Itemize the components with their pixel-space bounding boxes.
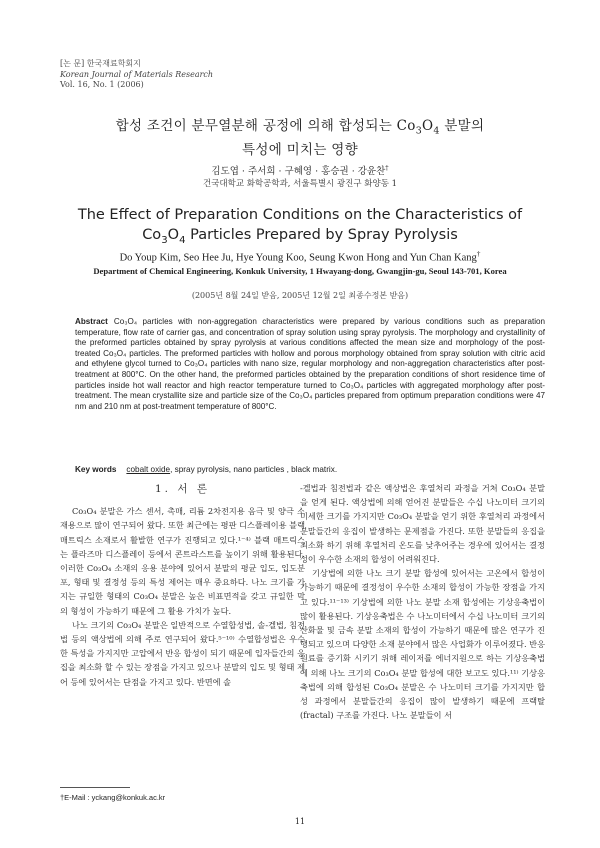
english-title: The Effect of Preparation Conditions on the Characteristics of $Co_3O_4$ Particles Prepared by Spray Pyrolysis [77, 207, 523, 246]
journal-category: [논 문] 한국재료학회지 [60, 59, 141, 68]
paragraph: Co₃O₄ 분말은 가스 센서, 촉매, 리튬 2차전지용 음극 및 양극 소재용으로 많이 연구되어 왔다. 또한 최근에는 평판 디스플레이용 블랙 매트릭스 소재로서 활발한 연구가 진행되고 있다.¹⁻⁴⁾ 블랙 매트릭스는 플라즈마 디스플레이 등에서 콘트라스트를 높이기 위해 활용된다. 이러한 Co₃O₄ 소재의 응용 분야에 있어서 분말의 평균 입도, 입도분포, 형태 및 결정성 등의 특성 제어는 매우 중요하다. 나노 크기를 가지는 규일한 형태의 Co₃O₄ 분말은 높은 비표면적을 갖고 규일한 막의 형성이 가능하기 때문에 그 활용 가치가 높다. [60, 506, 305, 616]
paragraph: -겔법과 침전법과 같은 액상법은 후열처리 과정을 거쳐 Co₃O₄ 분말을 얻게 된다. 액상법에 의해 얻어진 분말들은 수십 나노미터 크기의 미세한 크기를 가지지만 Co₃O₄ 분말을 얻기 위한 후열처리 과정에서 분말들간의 응집이 발생하는 문제점을 가진다. 또한 분말들의 응집을 최소화 하기 위해 후열처리 온도를 낮추어주는 경우에 있어서는 결정성이 우수한 소재의 합성이 어려워진다. [300, 483, 545, 565]
page-number: 11 [294, 817, 306, 826]
paragraph: 나노 크기의 Co₃O₄ 분말은 일반적으로 수열합성법, 솔-겔법, 침전법 등의 액상법에 의해 주로 연구되어 왔다.⁵⁻¹⁰⁾ 수열합성법은 우수한 특성을 가지지만 고압에서 반응 합성이 되기 때문에 입자들간의 응집을 최소화 할 수 있는 장점을 가지고 있으나 분말의 입도 및 형태 제어 등에 있어서는 단점을 가지고 있다. 반면에 솔 [60, 619, 305, 687]
english-authors: Do Youp Kim, Seo Hee Ju, Hye Young Koo, Seung Kwon Hong and Yun Chan Kang† [119, 249, 481, 264]
korean-affiliation: 건국대학교 화학공학과, 서울특별시 광진구 화양동 1 [202, 179, 398, 189]
abstract-label: Abstract [75, 317, 108, 326]
received-dates: (2005년 8월 24일 받음, 2005년 12월 2일 최종수정본 받음) [191, 291, 409, 300]
section-heading: 1. 서 론 [155, 483, 210, 495]
keywords [75, 465, 337, 474]
keywords-rest: , spray pyrolysis, nano particles , black matrix. [170, 465, 338, 474]
english-affiliation: Department of Chemical Engineering, Konkuk University, 1 Hwayang-dong, Gwangjin-gu, Seoul 143-701, Korea [93, 266, 507, 276]
abstract-text: Co₃O₄ particles with non-aggregation characteristics were prepared by various conditions such as preparation temperature, flow rate of carrier gas, and concentration of spray solution using spray pyrolysis. The morphology and crystallinity of the preformed particles obtained by spray pyrolysis at various conditions affected the mean size and morphology of the post-treated Co₃O₄ particles. The preformed particles with hollow and porous morphology obtained from spray solution with citric acid and ethylene glycol turned to Co₃O₄ particles with nano size, regular morphology and non-aggregation characteristics after post-treatment at 800°C. On the other hand, the preformed particles obtained by the preparation conditions of short residence time of particles inside hot wall reactor and high reactor temperature turned to Co₃O₄ particles with aggregated morphology after post-treatment. The mean crystallite size and particle size of the Co₃O₄ particles prepared from optimum preparation conditions were 47 nm and 210 nm at post-treatment temperature of 800°C. [75, 317, 545, 411]
journal-name: Korean Journal of Materials Research [60, 69, 214, 79]
abstract [75, 317, 545, 412]
journal-volume: Vol. 16, No. 1 (2006) [60, 80, 144, 89]
keyword-link[interactable]: cobalt oxide [126, 465, 171, 474]
right-column [300, 481, 545, 722]
korean-authors: 김도엽 · 주서희 · 구혜영 · 홍승권 · 강윤찬† [211, 164, 389, 178]
left-column [60, 480, 305, 689]
paragraph: 기상법에 의한 나노 크기 분말 합성에 있어서는 고온에서 합성이 가능하기 때문에 결정성이 우수한 소재의 합성이 가능한 장점을 가지고 있다.¹¹⁻¹³⁾ 기상법에 의한 나노 분말 소재 합성에는 기상응축법이 많이 활용된다. 기상응축법은 수 나노미터에서 수십 나노미터 크기의 산화물 및 금속 분말 소재의 합성이 가능하기 때문에 많은 연구가 진행되고 있으며 다양한 소재 분야에서 많은 사업화가 이루어졌다. 반응 원료를 증기화 시키기 위해 레이저를 에너지원으로 하는 기상응축법에 의해 나노 크기의 Co₃O₄ 분말 합성에 대한 보고도 있다.¹¹⁾ 기상응축법에 의해 합성된 Co₃O₄ 분말은 수 나노미터 크기를 가지지만 합성 과정에서 분말들간의 응집이 많이 발생하기 때문에 프랙탈(fractal) 구조를 가진다. 나노 분말들이 서 [300, 568, 545, 721]
footnote-divider [60, 787, 130, 788]
journal-header [60, 59, 213, 91]
keywords-label: Key words [75, 465, 117, 474]
footnote: †E-Mail : yckang@konkuk.ac.kr [60, 793, 166, 802]
korean-title: 합성 조건이 분무열분해 공정에 의해 합성되는 $Co_3O_4$ 분말의 특성에 미치는 영향 [115, 118, 485, 158]
